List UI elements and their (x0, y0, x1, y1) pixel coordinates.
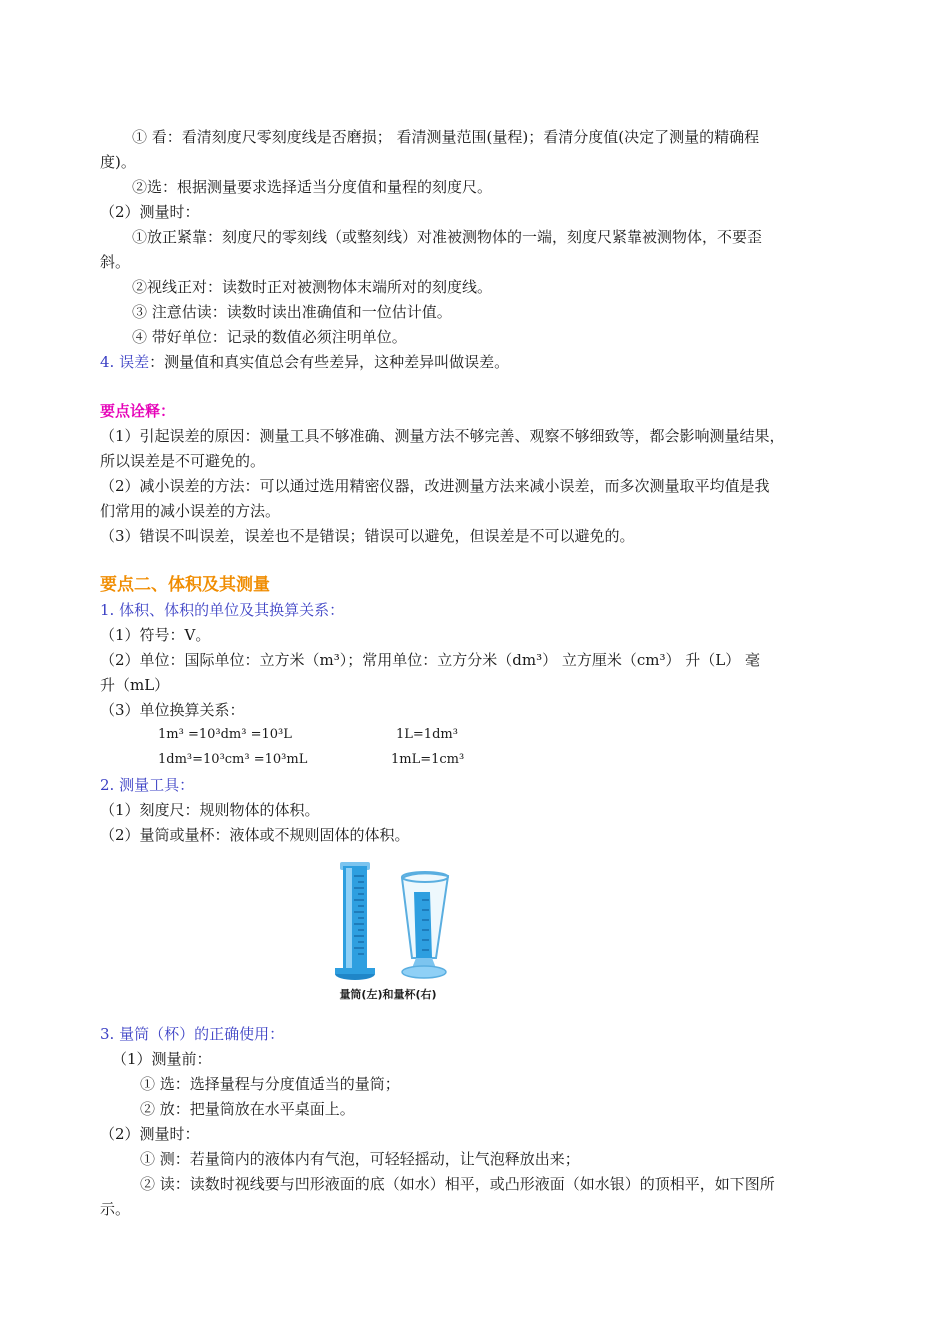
line-error-def (100, 352, 509, 372)
note-2: （2）减小误差的方法：可以通过选用精密仪器，改进测量方法来减小误差，而多次测量取平均值是我 (100, 477, 770, 495)
note-1-cont: 所以误差是不可避免的。 (100, 452, 266, 470)
usage-select: ① 选：选择量程与分度值适当的量筒； (140, 1075, 400, 1093)
figure-caption: 量筒(左)和量杯(右) (339, 988, 437, 1001)
graduated-cylinder-image (335, 862, 375, 980)
usage-during: （2）测量时： (100, 1125, 200, 1143)
line-units: ④ 带好单位：记录的数值必须注明单位。 (132, 328, 407, 346)
tool-cylinder: （2）量筒或量杯：液体或不规则固体的体积。 (100, 826, 410, 844)
line-unit-list: （2）单位：国际单位：立方米（m³）；常用单位：立方分米（dm³） 立方厘米（cm³） 升（L） 毫 (100, 651, 761, 669)
conversion-m3: 1m³ =10³dm³ =10³L (158, 727, 292, 742)
measuring-cup-image (402, 872, 448, 978)
line-look-cont: 度)。 (100, 153, 136, 171)
usage-measure: ① 测：若量筒内的液体内有气泡，可轻轻摇动，让气泡释放出来； (140, 1150, 580, 1168)
line-sight: ②视线正对：读数时正对被测物体末端所对的刻度线。 (132, 278, 493, 296)
error-label: 4. 误差 (100, 353, 150, 371)
usage-place: ② 放：把量筒放在水平桌面上。 (140, 1100, 355, 1118)
subheading-tools: 2. 测量工具： (100, 776, 195, 794)
line-place: ①放正紧靠：刻度尺的零刻线（或整刻线）对准被测物体的一端，刻度尺紧靠被测物体，不要歪 (132, 228, 763, 246)
line-look: ① 看：看清刻度尺零刻度线是否磨损； 看清测量范围(量程)；看清分度值(决定了测量的精确程 (132, 128, 760, 146)
usage-before: （1）测量前： (112, 1050, 212, 1068)
line-conversion-title: （3）单位换算关系： (100, 701, 245, 719)
tool-ruler: （1）刻度尺：规则物体的体积。 (100, 801, 320, 819)
note-1: （1）引起误差的原因：测量工具不够准确、测量方法不够完善、观察不够细致等，都会影响测量结果， (100, 427, 785, 445)
section-heading-volume: 要点二、体积及其测量 (100, 575, 270, 595)
line-estimate: ③ 注意估读：读数时读出准确值和一位估计值。 (132, 303, 452, 321)
line-unit-list-cont: 升（mL） (100, 676, 170, 694)
line-symbol: （1）符号：V。 (100, 626, 211, 644)
usage-read-cont: 示。 (100, 1200, 131, 1218)
conversion-dm3: 1dm³=10³cm³ =10³mL (158, 752, 308, 767)
subheading-units: 1. 体积、体积的单位及其换算关系： (100, 601, 345, 619)
error-text: ：测量值和真实值总会有些差异，这种差异叫做误差。 (149, 353, 510, 371)
line-place-cont: 斜。 (100, 253, 131, 271)
note-3: （3）错误不叫误差，误差也不是错误；错误可以避免，但误差是不可以避免的。 (100, 527, 635, 545)
line-measuring: （2）测量时： (100, 203, 200, 221)
usage-read: ② 读：读数时视线要与凹形液面的底（如水）相平，或凸形液面（如水银）的顶相平，如下图所 (140, 1175, 775, 1193)
key-points-heading: 要点诠释： (100, 402, 176, 420)
conversion-ml: 1mL=1cm³ (391, 752, 465, 767)
subheading-usage: 3. 量筒（杯）的正确使用： (100, 1025, 285, 1043)
line-choose: ②选：根据测量要求选择适当分度值和量程的刻度尺。 (132, 178, 493, 196)
conversion-l: 1L=1dm³ (396, 727, 458, 742)
note-2-cont: 们常用的减小误差的方法。 (100, 502, 281, 520)
